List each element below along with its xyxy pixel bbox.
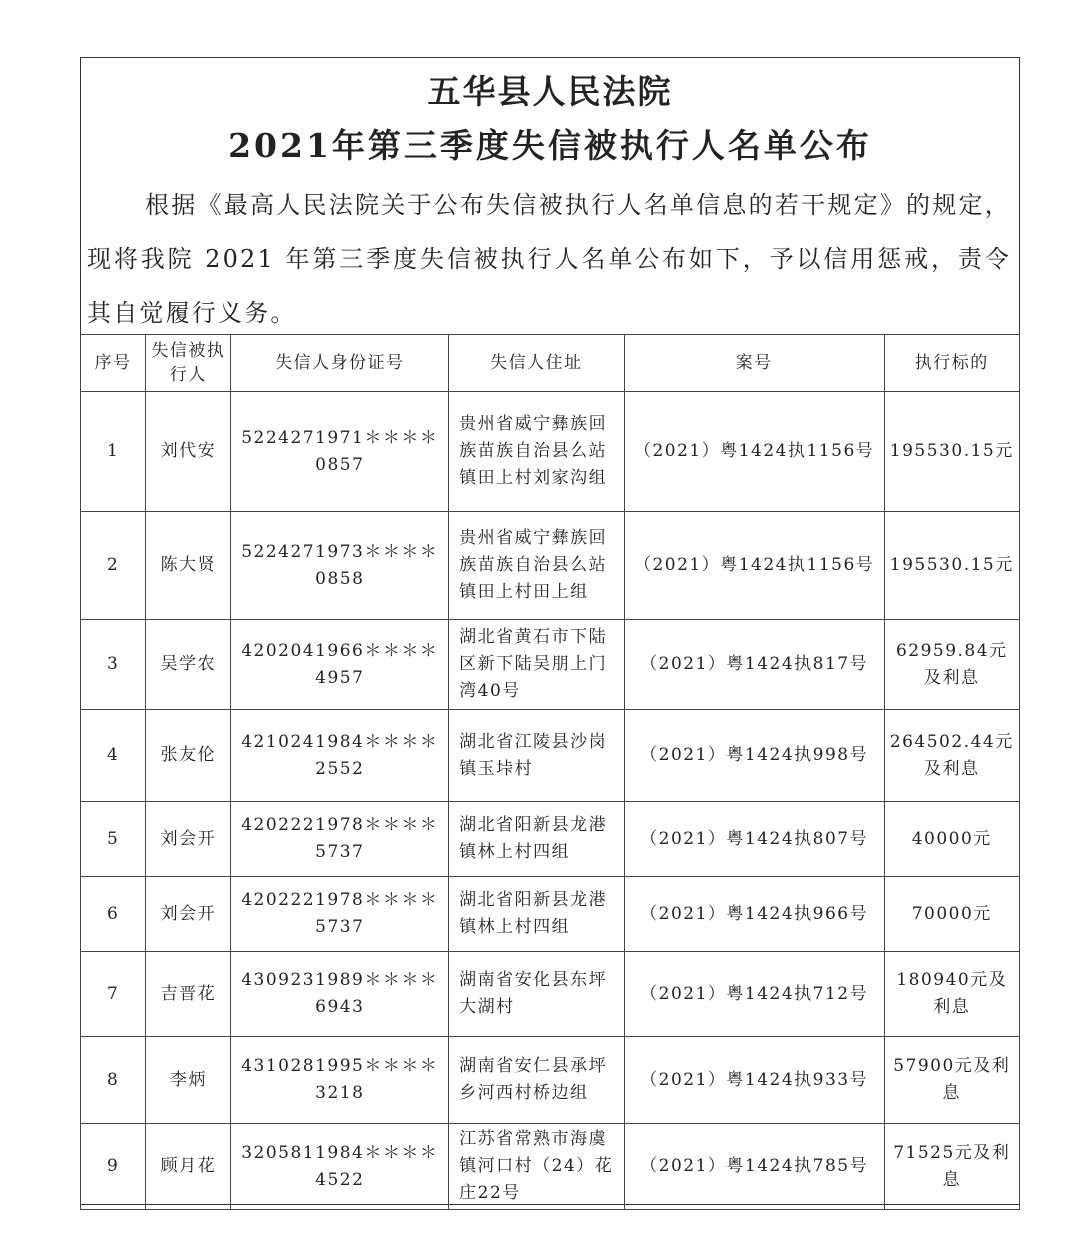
id-prefix: 4210241984＊＊＊＊ bbox=[241, 731, 439, 752]
id-prefix: 3205811984＊＊＊＊ bbox=[241, 1142, 439, 1163]
cell-name: 吉晋花 bbox=[146, 952, 231, 1037]
header-address: 失信人住址 bbox=[449, 335, 625, 392]
cell-id bbox=[231, 952, 449, 1037]
cell-amount: 264502.44元及利息 bbox=[884, 710, 1019, 802]
id-suffix: 4522 bbox=[315, 1169, 365, 1190]
cell-address: 湖北省江陵县沙岗镇玉垰村 bbox=[449, 710, 625, 802]
cell-no: 5 bbox=[81, 802, 146, 877]
header-name: 失信被执行人 bbox=[146, 335, 231, 392]
cell-address: 湖北省阳新县龙港镇林上村四组 bbox=[449, 802, 625, 877]
header-no: 序号 bbox=[81, 335, 146, 392]
cell-no: 4 bbox=[81, 710, 146, 802]
id-suffix: 3218 bbox=[315, 1083, 365, 1103]
cell-no: 9 bbox=[81, 1124, 146, 1210]
table-row bbox=[81, 802, 1020, 877]
cell-case: （2021）粤1424执966号 bbox=[624, 877, 884, 952]
header-id: 失信人身份证号 bbox=[231, 335, 449, 392]
cell-amount: 71525元及利息 bbox=[884, 1124, 1019, 1210]
cell-amount: 40000元 bbox=[884, 802, 1019, 877]
cell-no: 1 bbox=[81, 392, 146, 512]
cell-name: 刘代安 bbox=[146, 392, 231, 512]
id-prefix: 4309231989＊＊＊＊ bbox=[241, 970, 439, 990]
cell-address: 贵州省威宁彝族回族苗族自治县么站镇田上村刘家沟组 bbox=[449, 392, 625, 512]
cell-id bbox=[231, 802, 449, 877]
cell-name: 吴学农 bbox=[146, 620, 231, 710]
cell-address: 湖南省安仁县承坪乡河西村桥边组 bbox=[449, 1037, 625, 1124]
header-amount: 执行标的 bbox=[884, 335, 1019, 392]
id-prefix: 4202221978＊＊＊＊ bbox=[241, 890, 439, 910]
table-row bbox=[81, 620, 1020, 710]
notice-title: 2021年第三季度失信被执行人名单公布 bbox=[228, 126, 872, 165]
cell-no: 3 bbox=[81, 620, 146, 710]
cell-address: 江苏省常熟市海虞镇河口村（24）花庄22号 bbox=[449, 1124, 625, 1210]
table-header-row bbox=[81, 335, 1020, 392]
cell-no: 7 bbox=[81, 952, 146, 1037]
id-prefix: 4202041966＊＊＊＊ bbox=[241, 640, 439, 661]
table-row bbox=[81, 877, 1020, 952]
cell-name: 顾月花 bbox=[146, 1124, 231, 1210]
id-suffix: 2552 bbox=[315, 758, 365, 779]
id-suffix: 4957 bbox=[315, 667, 365, 688]
cell-case: （2021）粤1424执785号 bbox=[624, 1124, 884, 1210]
table-row bbox=[81, 710, 1020, 802]
cell-id bbox=[231, 1124, 449, 1210]
cell-name: 刘会开 bbox=[146, 802, 231, 877]
cell-id bbox=[231, 512, 449, 620]
cell-amount: 180940元及利息 bbox=[884, 952, 1019, 1037]
cell-amount: 57900元及利息 bbox=[884, 1037, 1019, 1124]
cell-address: 湖南省安化县东坪大湖村 bbox=[449, 952, 625, 1037]
cell-address: 湖北省黄石市下陆区新下陆吴朋上门湾40号 bbox=[449, 620, 625, 710]
header-case: 案号 bbox=[624, 335, 884, 392]
id-prefix: 5224271971＊＊＊＊ bbox=[241, 427, 439, 448]
cell-address: 湖北省阳新县龙港镇林上村四组 bbox=[449, 877, 625, 952]
cell-id bbox=[231, 710, 449, 802]
cell-id bbox=[231, 620, 449, 710]
id-suffix: 6943 bbox=[315, 997, 365, 1017]
table-row bbox=[81, 1124, 1020, 1210]
cell-id bbox=[231, 1037, 449, 1124]
id-suffix: 5737 bbox=[315, 917, 365, 937]
cell-name: 李炳 bbox=[146, 1037, 231, 1124]
cell-case: （2021）粤1424执1156号 bbox=[624, 392, 884, 512]
id-prefix: 4310281995＊＊＊＊ bbox=[241, 1056, 439, 1076]
cell-no: 6 bbox=[81, 877, 146, 952]
cell-name: 陈大贤 bbox=[146, 512, 231, 620]
cell-case: （2021）粤1424执998号 bbox=[624, 710, 884, 802]
cell-id bbox=[231, 392, 449, 512]
id-prefix: 5224271973＊＊＊＊ bbox=[241, 541, 439, 562]
id-suffix: 5737 bbox=[315, 842, 365, 862]
table-row bbox=[81, 1037, 1020, 1124]
cell-address: 贵州省威宁彝族回族苗族自治县么站镇田上村田上组 bbox=[449, 512, 625, 620]
id-suffix: 0858 bbox=[315, 568, 365, 589]
id-suffix: 0857 bbox=[315, 454, 365, 475]
court-name: 五华县人民法院 bbox=[427, 72, 673, 111]
notice-document bbox=[80, 57, 1020, 1205]
cell-id bbox=[231, 877, 449, 952]
defaulter-table bbox=[80, 334, 1020, 1210]
cell-name: 刘会开 bbox=[146, 877, 231, 952]
cell-no: 2 bbox=[81, 512, 146, 620]
intro-paragraph: 根据《最高人民法院关于公布失信被执行人名单信息的若干规定》的规定，现将我院 2021 年第三季度失信被执行人名单公布如下，予以信用惩戒，责令其自觉履行义务。 bbox=[87, 191, 1011, 327]
table-row bbox=[81, 512, 1020, 620]
cell-case: （2021）粤1424执712号 bbox=[624, 952, 884, 1037]
cell-case: （2021）粤1424执807号 bbox=[624, 802, 884, 877]
cell-name: 张友伦 bbox=[146, 710, 231, 802]
cell-case: （2021）粤1424执817号 bbox=[624, 620, 884, 710]
table-row bbox=[81, 392, 1020, 512]
cell-case: （2021）粤1424执1156号 bbox=[624, 512, 884, 620]
cell-amount: 70000元 bbox=[884, 877, 1019, 952]
cell-amount: 62959.84元及利息 bbox=[884, 620, 1019, 710]
id-prefix: 4202221978＊＊＊＊ bbox=[241, 815, 439, 835]
cell-no: 8 bbox=[81, 1037, 146, 1124]
cell-amount: 195530.15元 bbox=[884, 512, 1019, 620]
cell-case: （2021）粤1424执933号 bbox=[624, 1037, 884, 1124]
table-row bbox=[81, 952, 1020, 1037]
cell-amount: 195530.15元 bbox=[884, 392, 1019, 512]
